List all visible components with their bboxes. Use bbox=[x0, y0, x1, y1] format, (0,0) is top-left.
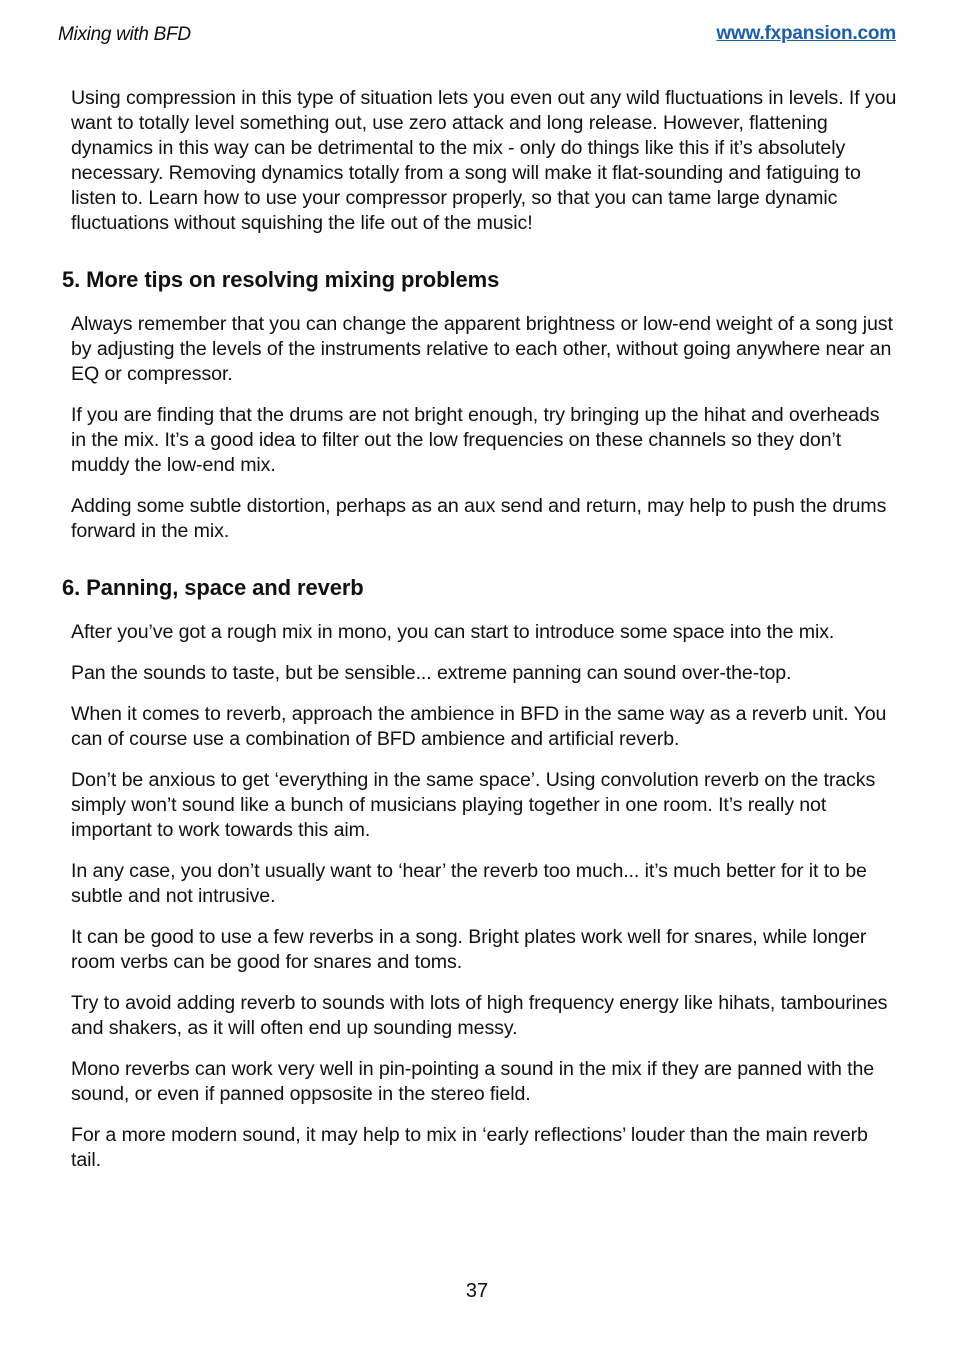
paragraph: Pan the sounds to taste, but be sensible... extreme panning can sound over-the-top. bbox=[71, 662, 792, 684]
website-link[interactable]: www.fxpansion.com bbox=[716, 23, 896, 44]
document-title: Mixing with BFD bbox=[58, 24, 191, 45]
paragraph: Mono reverbs can work very well in pin-pointing a sound in the mix if they are panned with the sound, or even if panned oppsosite in the stereo field. bbox=[71, 1058, 875, 1105]
paragraph: It can be good to use a few reverbs in a song. Bright plates work well for snares, while longer room verbs can be good for snares and toms. bbox=[71, 926, 867, 973]
paragraph: In any case, you don’t usually want to ‘hear’ the reverb too much... it’s much better for it to be subtle and not intrusive. bbox=[71, 860, 867, 907]
paragraph: After you’ve got a rough mix in mono, you can start to introduce some space into the mix. bbox=[71, 621, 835, 643]
paragraph: If you are finding that the drums are not bright enough, try bringing up the hihat and overheads in the mix. It’s a good idea to filter out the low frequencies on these channels so they don’t muddy the low-end mix. bbox=[71, 404, 880, 476]
paragraph: Don’t be anxious to get ‘everything in the same space’. Using convolution reverb on the tracks simply won’t sound like a bunch of musicians playing together in one room. It’s really not important to work towards this aim. bbox=[71, 769, 876, 841]
paragraph: Always remember that you can change the apparent brightness or low-end weight of a song just by adjusting the levels of the instruments relative to each other, without going anywhere near an EQ or compressor. bbox=[71, 313, 893, 385]
paragraph: For a more modern sound, it may help to mix in ‘early reflections’ louder than the main reverb tail. bbox=[71, 1124, 868, 1171]
section-heading-panning-reverb: 6. Panning, space and reverb bbox=[62, 575, 364, 600]
paragraph: When it comes to reverb, approach the ambience in BFD in the same way as a reverb unit. You can of course use a combination of BFD ambience and artificial reverb. bbox=[71, 703, 887, 750]
intro-paragraph: Using compression in this type of situation lets you even out any wild fluctuations in levels. If you want to totally level something out, use zero attack and long release. However, flattening dynamics in this way can be detrimental to the mix - only do things like this if it’s absolutely necessary. Removing dynamics totally from a song will make it flat-sounding and fatiguing to listen to. Learn how to use your compressor properly, so that you can tame large dynamic fluctuations without squishing the life out of the music! bbox=[71, 87, 897, 234]
page-content bbox=[58, 86, 898, 1189]
paragraph: Try to avoid adding reverb to sounds with lots of high frequency energy like hihats, tambourines and shakers, as it will often end up sounding messy. bbox=[71, 992, 888, 1039]
page-number: 37 bbox=[465, 1280, 489, 1302]
section-heading-more-tips: 5. More tips on resolving mixing problems bbox=[62, 267, 500, 292]
paragraph: Adding some subtle distortion, perhaps as an aux send and return, may help to push the drums forward in the mix. bbox=[71, 495, 887, 542]
